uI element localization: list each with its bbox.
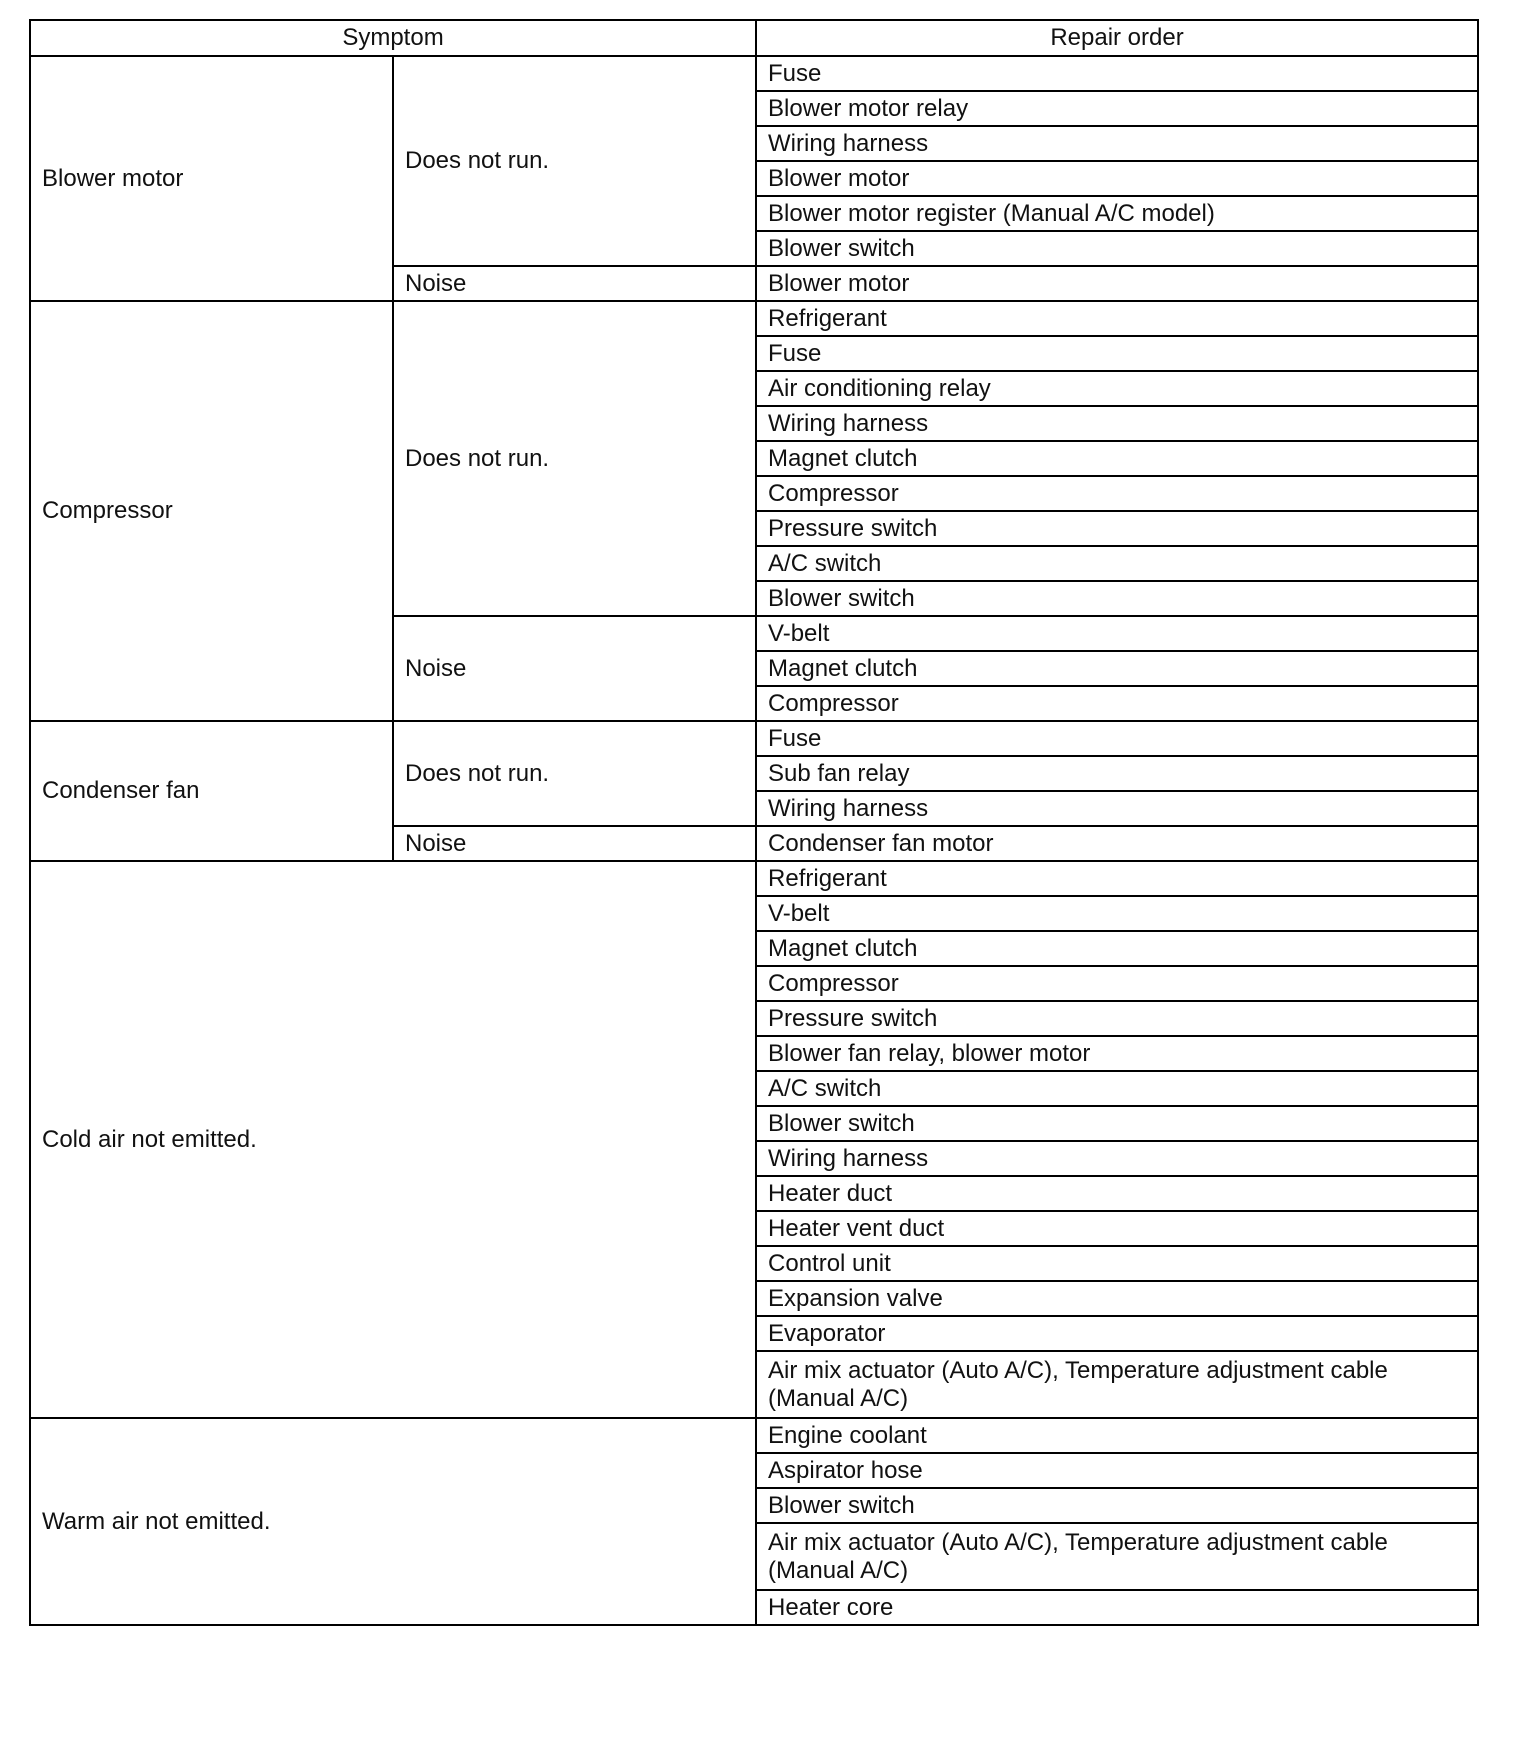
- symptom-cell: Warm air not emitted.: [30, 1418, 756, 1625]
- table-row: [30, 1418, 1478, 1453]
- repair-item-cell: V-belt: [756, 896, 1478, 931]
- repair-item-cell: Blower switch: [756, 581, 1478, 616]
- repair-item-cell: Air mix actuator (Auto A/C), Temperature adjustment cable (Manual A/C): [756, 1351, 1478, 1418]
- repair-item-cell: A/C switch: [756, 546, 1478, 581]
- repair-item-cell: Compressor: [756, 686, 1478, 721]
- repair-order-table: [29, 19, 1479, 1626]
- repair-item-cell: Compressor: [756, 476, 1478, 511]
- repair-item-cell: Engine coolant: [756, 1418, 1478, 1453]
- repair-item-cell: Air conditioning relay: [756, 371, 1478, 406]
- symptom-cell: Compressor: [30, 301, 393, 721]
- repair-item-cell: Control unit: [756, 1246, 1478, 1281]
- condition-cell: Does not run.: [393, 56, 756, 266]
- repair-item-cell: Blower motor relay: [756, 91, 1478, 126]
- repair-item-cell: Wiring harness: [756, 406, 1478, 441]
- repair-item-cell: Blower switch: [756, 231, 1478, 266]
- repair-item-cell: Blower motor register (Manual A/C model): [756, 196, 1478, 231]
- condition-cell: Noise: [393, 616, 756, 721]
- symptom-cell: Blower motor: [30, 56, 393, 301]
- table-body: [30, 56, 1478, 1625]
- repair-item-cell: Sub fan relay: [756, 756, 1478, 791]
- symptom-header: Symptom: [30, 20, 756, 56]
- table-row: [30, 721, 1478, 756]
- repair-item-cell: Magnet clutch: [756, 441, 1478, 476]
- table-row: [30, 861, 1478, 896]
- table-row: [30, 56, 1478, 91]
- repair-item-cell: Aspirator hose: [756, 1453, 1478, 1488]
- symptom-cell: Condenser fan: [30, 721, 393, 861]
- repair-item-cell: Refrigerant: [756, 861, 1478, 896]
- repair-order-header: Repair order: [756, 20, 1478, 56]
- repair-item-cell: Expansion valve: [756, 1281, 1478, 1316]
- repair-item-cell: Refrigerant: [756, 301, 1478, 336]
- repair-item-cell: Heater vent duct: [756, 1211, 1478, 1246]
- repair-item-cell: Blower switch: [756, 1106, 1478, 1141]
- condition-cell: Noise: [393, 266, 756, 301]
- repair-item-cell: Blower switch: [756, 1488, 1478, 1523]
- condition-cell: Does not run.: [393, 721, 756, 826]
- repair-item-cell: Heater core: [756, 1590, 1478, 1625]
- table-row: [30, 301, 1478, 336]
- repair-item-cell: Fuse: [756, 721, 1478, 756]
- repair-item-cell: A/C switch: [756, 1071, 1478, 1106]
- repair-item-cell: Wiring harness: [756, 126, 1478, 161]
- repair-item-cell: Magnet clutch: [756, 931, 1478, 966]
- repair-item-cell: Blower motor: [756, 266, 1478, 301]
- condition-cell: Does not run.: [393, 301, 756, 616]
- repair-item-cell: Evaporator: [756, 1316, 1478, 1351]
- repair-item-cell: Pressure switch: [756, 511, 1478, 546]
- repair-item-cell: Air mix actuator (Auto A/C), Temperature adjustment cable (Manual A/C): [756, 1523, 1478, 1590]
- repair-item-cell: Fuse: [756, 336, 1478, 371]
- repair-item-cell: Blower motor: [756, 161, 1478, 196]
- condition-cell: Noise: [393, 826, 756, 861]
- repair-item-cell: Magnet clutch: [756, 651, 1478, 686]
- header-row: [30, 20, 1478, 56]
- repair-item-cell: Wiring harness: [756, 1141, 1478, 1176]
- repair-item-cell: Blower fan relay, blower motor: [756, 1036, 1478, 1071]
- symptom-cell: Cold air not emitted.: [30, 861, 756, 1418]
- repair-item-cell: Wiring harness: [756, 791, 1478, 826]
- repair-item-cell: V-belt: [756, 616, 1478, 651]
- repair-item-cell: Fuse: [756, 56, 1478, 91]
- repair-item-cell: Compressor: [756, 966, 1478, 1001]
- repair-item-cell: Heater duct: [756, 1176, 1478, 1211]
- repair-item-cell: Condenser fan motor: [756, 826, 1478, 861]
- repair-item-cell: Pressure switch: [756, 1001, 1478, 1036]
